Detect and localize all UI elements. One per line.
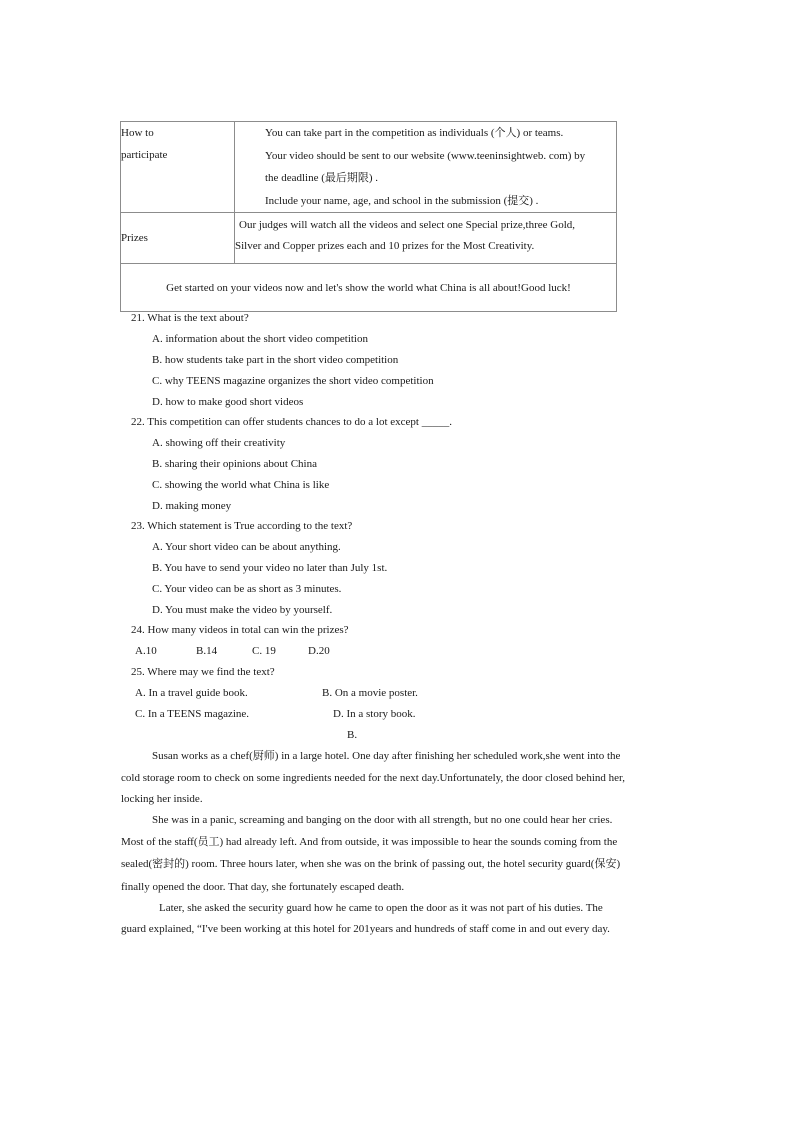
- content-line: the deadline (最后期限) .: [265, 172, 379, 184]
- section-b-title: B.: [347, 729, 358, 741]
- question-stem: 23. Which statement is True according to the text?: [131, 520, 353, 532]
- question-option: D.20: [308, 645, 330, 657]
- question-option: B. On a movie poster.: [322, 687, 418, 699]
- passage-line: She was in a panic, screaming and banging on the door with all strength, but no one could hear her cries.: [152, 814, 613, 826]
- prizes-label: Prizes: [121, 213, 235, 264]
- question-option: A. showing off their creativity: [152, 437, 286, 449]
- table-footer-text: Get started on your videos now and let's show the world what China is all about!Good luck!: [121, 264, 617, 312]
- question-option: A. Your short video can be about anything.: [152, 541, 341, 553]
- question-option: A.10: [135, 645, 157, 657]
- question-stem: 22. This competition can offer students chances to do a lot except _____.: [131, 416, 452, 428]
- question-option: C. 19: [252, 645, 276, 657]
- how-to-participate-label: [121, 122, 235, 213]
- question-option: B. how students take part in the short video competition: [152, 354, 399, 366]
- prizes-row: [121, 213, 617, 264]
- content-line: Our judges will watch all the videos and select one Special prize,three Gold,: [239, 219, 576, 231]
- passage-line: Later, she asked the security guard how he came to open the door as it was not part of his duties. The: [159, 902, 603, 914]
- question-option: B.14: [196, 645, 218, 657]
- passage-line: guard explained, “I've been working at this hotel for 201years and hundreds of staff come in and out every day.: [121, 923, 610, 935]
- label-line: participate: [121, 149, 168, 161]
- content-line: You can take part in the competition as individuals (个人) or teams.: [265, 127, 564, 139]
- question-option: C. In a TEENS magazine.: [135, 708, 250, 720]
- question-option: C. Your video can be as short as 3 minutes.: [152, 583, 342, 595]
- passage-line: cold storage room to check on some ingredients needed for the next day.Unfortunately, the door closed behind her,: [121, 772, 625, 784]
- passage-line: finally opened the door. That day, she fortunately escaped death.: [121, 881, 405, 893]
- passage-line: Susan works as a chef(厨师) in a large hotel. One day after finishing her scheduled work,she went into the: [152, 750, 621, 762]
- passage-line: locking her inside.: [121, 793, 203, 805]
- passage-line: sealed(密封的) room. Three hours later, when she was on the brink of passing out, the hotel security guard(保安): [121, 858, 621, 870]
- question-option: D. You must make the video by yourself.: [152, 604, 333, 616]
- question-option: D. In a story book.: [333, 708, 416, 720]
- question-stem: 21. What is the text about?: [131, 312, 249, 324]
- question-option: C. why TEENS magazine organizes the short video competition: [152, 375, 434, 387]
- content-line: Your video should be sent to our website (www.teeninsightweb. com) by: [265, 149, 586, 162]
- label-line: How to: [121, 127, 154, 139]
- competition-info-table: [120, 121, 617, 312]
- question-stem: 25. Where may we find the text?: [131, 666, 275, 678]
- question-option: B. You have to send your video no later than July 1st.: [152, 562, 388, 574]
- question-option: C. showing the world what China is like: [152, 479, 330, 491]
- question-option: A. information about the short video competition: [152, 333, 368, 345]
- question-stem: 24. How many videos in total can win the prizes?: [131, 624, 349, 636]
- question-option: A. In a travel guide book.: [135, 687, 248, 699]
- content-line: Silver and Copper prizes each and 10 prizes for the Most Creativity.: [235, 240, 535, 252]
- how-to-participate-row: [121, 122, 617, 213]
- question-option: B. sharing their opinions about China: [152, 458, 317, 470]
- question-option: D. making money: [152, 500, 232, 512]
- footer-row: [121, 264, 617, 312]
- prizes-content: [235, 213, 617, 264]
- content-line: Include your name, age, and school in the submission (提交) .: [265, 194, 539, 207]
- passage-line: Most of the staff(员工) had already left. And from outside, it was impossible to hear the sounds coming from the: [121, 836, 618, 848]
- how-to-participate-content: [235, 122, 617, 213]
- question-option: D. how to make good short videos: [152, 396, 304, 408]
